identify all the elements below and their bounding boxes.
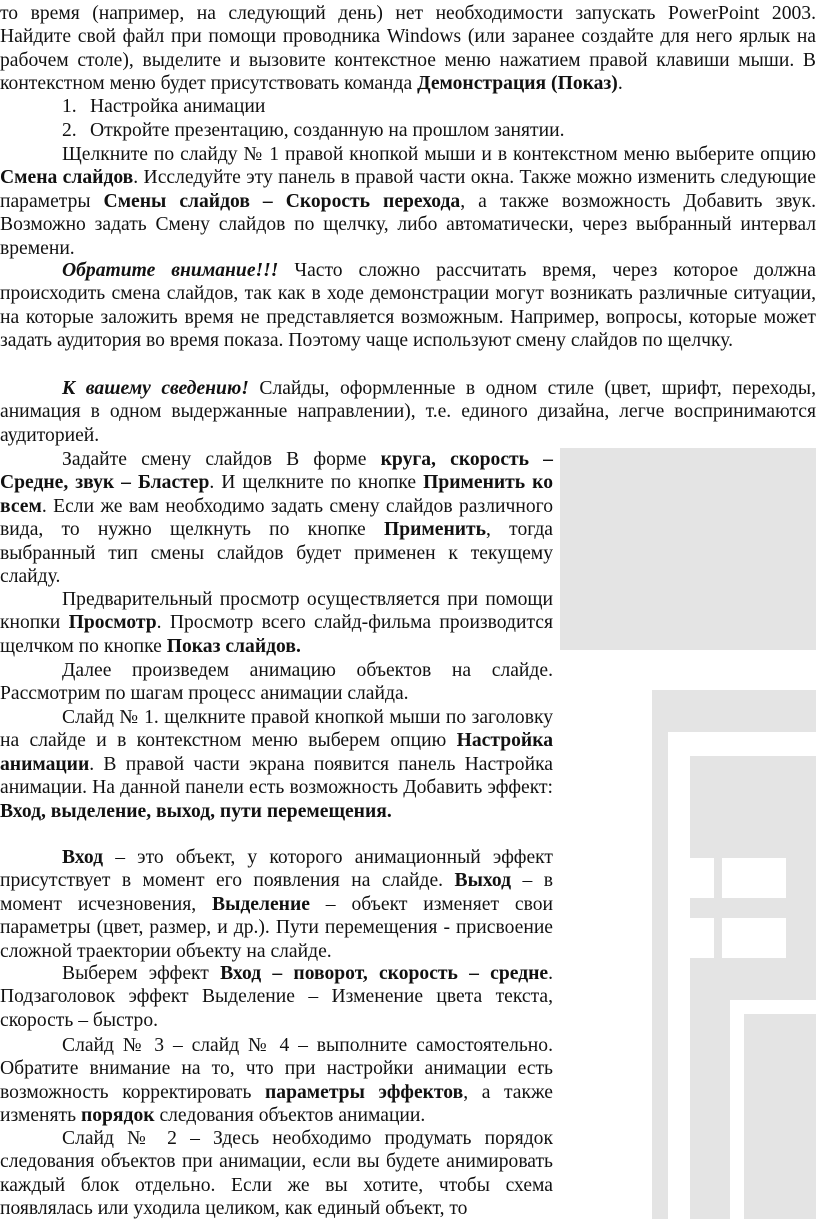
list-number: 2. <box>62 120 77 141</box>
emphasis-text: Демонстрация (Показ) <box>417 73 618 95</box>
paragraph-animation-intro <box>0 659 553 706</box>
paragraph-intro <box>0 2 816 96</box>
paragraph-effect-types <box>0 846 553 963</box>
text-run: Предварительный просмотр осуществляется при помощи кнопки <box>0 589 553 634</box>
window-top-left <box>690 858 714 898</box>
list-item <box>62 95 802 118</box>
emphasis-text: параметры эффектов <box>265 1081 464 1103</box>
emphasis-text: Показ слайдов. <box>166 635 301 657</box>
emphasis-text: Применить <box>383 519 487 541</box>
text-run: то время (например, на следующий день) нет необходимости запускать PowerPoint 2003. Найдите свой файл при помощи проводника Windows (или заранее создайте для него ярлык на рабочем столе), выделите и вызовите контекстное меню нажатием правой клавиши мыши. В контекстном меню будет присутствовать команда <box>0 3 816 95</box>
emphasis-text: Выделение <box>212 893 310 915</box>
list-text: Откройте презентацию, созданную на прошлом занятии. <box>90 120 565 141</box>
paragraph-info <box>0 377 816 447</box>
text-run: – объект изменяет свои параметры (цвет, размер, и др.). Пути перемещения - присвоение сложной траектории объекту на слайде. <box>0 893 553 962</box>
text-run: Слайды, оформленные в одном стиле (цвет, шрифт, переходы, анимация в одном выдержанные направлении), т.е. единого дизайна, легче воспринимаются аудиторией. <box>0 378 816 446</box>
text-run: . <box>617 73 623 95</box>
text-run: . В правой части экрана появится панель Настройка анимации. На данной панели есть возможность Добавить эффект: <box>0 753 553 799</box>
emphasis-text: Настройка анимации <box>0 730 553 775</box>
emphasis-text: круга, скорость – Средне, звук – Бластер <box>0 449 553 494</box>
text-run: Часто сложно рассчитать время, через которое должна происходить смена слайдов, так как в ходе демонстрации могут возникать различные ситуации, на которые заложить время не представляется возможным. Например, вопросы, которые может задать аудитория во время показа. Поэтому чаще используют смену слайдов по щелчку. <box>0 260 816 352</box>
roof-block <box>560 448 816 650</box>
list-item <box>62 119 802 142</box>
paragraph-slide-1 <box>0 706 553 823</box>
emphasis-text: Смена слайдов <box>0 167 134 189</box>
door-inner <box>744 1014 816 1219</box>
emphasis-text: порядок <box>80 1105 155 1127</box>
paragraph-note-attention <box>0 259 816 353</box>
text-run: . И щелкните по кнопке <box>209 472 424 494</box>
paragraph-slides-3-4 <box>0 1034 553 1128</box>
emphasis-text: Вход <box>62 847 104 868</box>
text-run: Слайд № 1. щелкните правой кнопкой мыши по заголовку на слайде и в контекстном меню выберем опцию <box>0 707 553 752</box>
text-run: – в момент исчезновения, <box>0 870 553 915</box>
text-run: Далее произведем анимацию объектов на слайде. Рассмотрим по шагам процесс анимации слайда. <box>0 660 553 705</box>
window-mid-left <box>690 918 714 958</box>
text-run: . Если же вам необходимо задать смену слайдов различного вида, то нужно щелкнуть по кнопке <box>0 495 553 541</box>
paragraph-set-transition <box>0 448 553 588</box>
emphasis-text: Вход, выделение, выход, пути перемещения. <box>0 800 392 822</box>
emphasis-text: Вход – поворот, скорость – средне <box>220 963 549 984</box>
emphasis-text: Выход <box>454 870 512 892</box>
paragraph-slide-2 <box>0 1127 553 1221</box>
text-run: – это объект, у которого анимационный эффект присутствует в момент его появления на слайде. <box>0 847 553 892</box>
text-run: следования объектов анимации. <box>154 1105 426 1127</box>
emphasis-text: Смены слайдов – Скорость перехода <box>103 190 461 212</box>
text-run: . Просмотр всего слайд-фильма производится щелчком по кнопке <box>0 612 553 657</box>
text-run: . Исследуйте эту панель в правой части окна. Также можно изменить следующие параметры <box>0 167 816 212</box>
list-text: Настройка анимации <box>90 96 266 117</box>
window-mid-right <box>722 918 786 958</box>
text-run: , тогда выбранный тип смены слайдов будет применен к текущему слайду. <box>0 519 553 588</box>
emphasis-text: Обратите внимание!!! <box>62 260 279 281</box>
text-run: Выберем эффект <box>62 963 221 984</box>
text-run: , а также возможность Добавить звук. Возможно задать Смену слайдов по щелчку, либо автоматически, через выбранный интервал времени. <box>0 190 816 259</box>
emphasis-text: Просмотр <box>68 612 157 634</box>
paragraph-preview <box>0 588 553 658</box>
text-run: , а также изменять <box>0 1081 553 1127</box>
emphasis-text: Применить ко всем <box>0 472 554 517</box>
text-run: Щелкните по слайду № 1 правой кнопкой мыши и в контекстном меню выберите опцию <box>62 144 816 165</box>
emphasis-text: К вашему сведению! <box>62 378 249 399</box>
text-run: . Подзаголовок эффект Выделение – Изменение цвета текста, скорость – быстро. <box>0 963 553 1031</box>
paragraph-choose-effect <box>0 962 553 1032</box>
text-run: Задайте смену слайдов В форме <box>62 449 381 470</box>
text-run: Слайд № 3 – слайд № 4 – выполните самостоятельно. Обратите внимание на то, что при настройки анимации есть возможность корректировать <box>0 1035 553 1103</box>
paragraph-slide-transition <box>0 143 816 260</box>
text-run: Слайд № 2 – Здесь необходимо продумать порядок следования объектов при анимации, если вы будете анимировать каждый блок отдельно. Если же вы хотите, чтобы схема появлялась или уходила целиком, как единый объект, то <box>0 1128 553 1220</box>
window-top-right <box>722 858 786 898</box>
list-number: 1. <box>62 96 77 117</box>
